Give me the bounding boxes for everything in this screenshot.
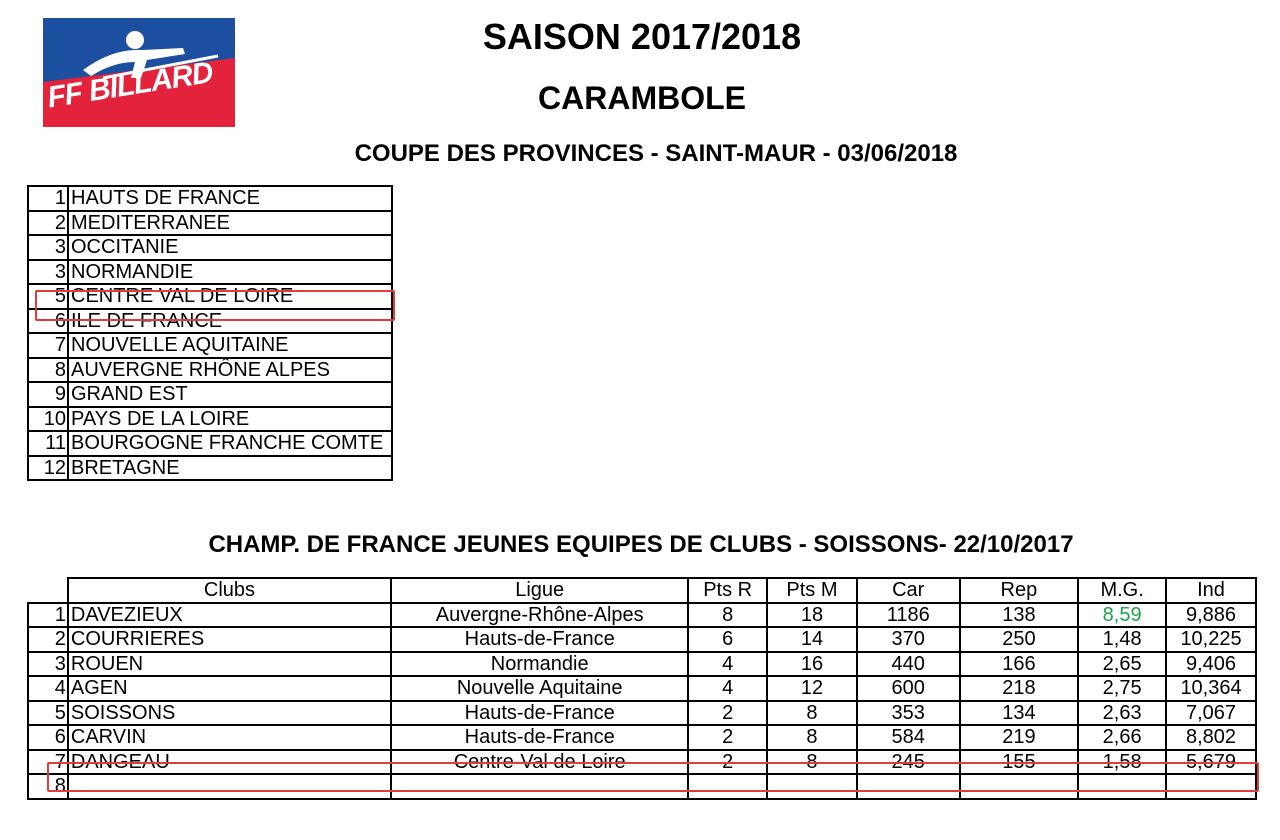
- club-ligue: Nouvelle Aquitaine: [391, 676, 688, 701]
- clubs-header-row: [28, 578, 1256, 603]
- club-pts-r: 4: [688, 652, 767, 677]
- club-rank: 7: [28, 750, 68, 775]
- province-name: ILE DE FRANCE: [68, 309, 392, 334]
- club-mg: 8,59: [1078, 603, 1166, 628]
- club-mg: 1,58: [1078, 750, 1166, 775]
- club-car: 370: [857, 627, 960, 652]
- province-name: PAYS DE LA LOIRE: [68, 407, 392, 432]
- club-ind: 10,364: [1166, 676, 1256, 701]
- province-rank: 2: [28, 211, 68, 236]
- club-ligue: Hauts-de-France: [391, 701, 688, 726]
- club-rank: 4: [28, 676, 68, 701]
- header-mg: M.G.: [1078, 578, 1166, 603]
- club-pts-m: 8: [767, 701, 857, 726]
- header-ligue: Ligue: [391, 578, 688, 603]
- province-row: [28, 382, 392, 407]
- province-rank: 3: [28, 235, 68, 260]
- province-rank: 6: [28, 309, 68, 334]
- club-rep: 166: [960, 652, 1079, 677]
- club-car: 440: [857, 652, 960, 677]
- highlight-centre-val-de-loire: [35, 290, 395, 321]
- club-rank: 5: [28, 701, 68, 726]
- club-ind: 9,886: [1166, 603, 1256, 628]
- province-rank: 12: [28, 456, 68, 481]
- provinces-table: [27, 185, 393, 481]
- province-row: [28, 260, 392, 285]
- season-title: SAISON 2017/2018: [482, 16, 802, 57]
- club-row: [28, 652, 1256, 677]
- province-rank: 10: [28, 407, 68, 432]
- club-name: SOISSONS: [68, 701, 391, 726]
- club-name: COURRIERES: [68, 627, 391, 652]
- club-ind: 5,679: [1166, 750, 1256, 775]
- club-rep: 250: [960, 627, 1079, 652]
- province-rank: 3: [28, 260, 68, 285]
- province-name: AUVERGNE RHÔNE ALPES: [68, 358, 392, 383]
- club-car: 245: [857, 750, 960, 775]
- club-pts-r: 2: [688, 750, 767, 775]
- club-pts-r: 4: [688, 676, 767, 701]
- highlight-dangeau: [47, 762, 1259, 792]
- club-ligue: Hauts-de-France: [391, 627, 688, 652]
- province-name: BRETAGNE: [68, 456, 392, 481]
- province-name: OCCITANIE: [68, 235, 392, 260]
- club-pts-m: 8: [767, 725, 857, 750]
- club-car: 353: [857, 701, 960, 726]
- header-rep: Rep: [960, 578, 1079, 603]
- club-name: ROUEN: [68, 652, 391, 677]
- club-row: [28, 701, 1256, 726]
- header-pts-m: Pts M: [767, 578, 857, 603]
- header-ind: Ind: [1166, 578, 1256, 603]
- club-rank: 8: [28, 774, 68, 799]
- club-row: [28, 676, 1256, 701]
- club-pts-r: 2: [688, 701, 767, 726]
- province-name: NORMANDIE: [68, 260, 392, 285]
- province-rank: 9: [28, 382, 68, 407]
- province-rank: 7: [28, 333, 68, 358]
- club-name: DAVEZIEUX: [68, 603, 391, 628]
- club-ligue: Hauts-de-France: [391, 725, 688, 750]
- club-pts-r: 6: [688, 627, 767, 652]
- club-car: 1186: [857, 603, 960, 628]
- club-mg: 2,75: [1078, 676, 1166, 701]
- club-row: [28, 603, 1256, 628]
- club-name: AGEN: [68, 676, 391, 701]
- club-ligue: Auvergne-Rhône-Alpes: [391, 603, 688, 628]
- province-row: [28, 431, 392, 456]
- province-rank: 8: [28, 358, 68, 383]
- province-name: HAUTS DE FRANCE: [68, 186, 392, 211]
- club-rank: 1: [28, 603, 68, 628]
- club-pts-m: 8: [767, 750, 857, 775]
- club-mg: 1,48: [1078, 627, 1166, 652]
- club-pts-m: 16: [767, 652, 857, 677]
- club-name: CARVIN: [68, 725, 391, 750]
- club-ind: 10,225: [1166, 627, 1256, 652]
- province-name: NOUVELLE AQUITAINE: [68, 333, 392, 358]
- discipline-title: CARAMBOLE: [538, 80, 746, 116]
- province-rank: 11: [28, 431, 68, 456]
- province-rank: 5: [28, 284, 68, 309]
- section1-title: COUPE DES PROVINCES - SAINT-MAUR - 03/06/2018: [354, 140, 958, 167]
- club-name: DANGEAU: [68, 750, 391, 775]
- club-pts-m: 12: [767, 676, 857, 701]
- club-rep: 219: [960, 725, 1079, 750]
- club-pts-m: 18: [767, 603, 857, 628]
- club-rep: 155: [960, 750, 1079, 775]
- province-row: [28, 358, 392, 383]
- province-row: [28, 407, 392, 432]
- province-name: GRAND EST: [68, 382, 392, 407]
- province-row: [28, 211, 392, 236]
- club-ind: 7,067: [1166, 701, 1256, 726]
- club-ligue: Normandie: [391, 652, 688, 677]
- header-clubs: Clubs: [68, 578, 391, 603]
- club-mg: 2,63: [1078, 701, 1166, 726]
- club-rep: 138: [960, 603, 1079, 628]
- club-pts-m: 14: [767, 627, 857, 652]
- club-ind: 9,406: [1166, 652, 1256, 677]
- province-row: [28, 333, 392, 358]
- club-car: 584: [857, 725, 960, 750]
- club-rank: 3: [28, 652, 68, 677]
- club-rank: 6: [28, 725, 68, 750]
- club-pts-r: 2: [688, 725, 767, 750]
- province-row: [28, 186, 392, 211]
- club-rank: 2: [28, 627, 68, 652]
- province-row: [28, 456, 392, 481]
- province-name: CENTRE VAL DE LOIRE: [68, 284, 392, 309]
- logo-text: FF BILLARD: [45, 55, 215, 115]
- header-car: Car: [857, 578, 960, 603]
- header-pts-r: Pts R: [688, 578, 767, 603]
- club-car: 600: [857, 676, 960, 701]
- club-mg: 2,66: [1078, 725, 1166, 750]
- club-rep: 218: [960, 676, 1079, 701]
- club-ligue: Centre-Val de Loire: [391, 750, 688, 775]
- club-row: [28, 627, 1256, 652]
- province-rank: 1: [28, 186, 68, 211]
- province-name: MEDITERRANEE: [68, 211, 392, 236]
- club-pts-r: 8: [688, 603, 767, 628]
- club-row: [28, 725, 1256, 750]
- header-corner: [28, 578, 68, 603]
- club-mg: 2,65: [1078, 652, 1166, 677]
- province-row: [28, 235, 392, 260]
- province-name: BOURGOGNE FRANCHE COMTE: [68, 431, 392, 456]
- club-rep: 134: [960, 701, 1079, 726]
- section2-title: CHAMP. DE FRANCE JEUNES EQUIPES DE CLUBS - SOISSONS- 22/10/2017: [208, 531, 1074, 558]
- club-ind: 8,802: [1166, 725, 1256, 750]
